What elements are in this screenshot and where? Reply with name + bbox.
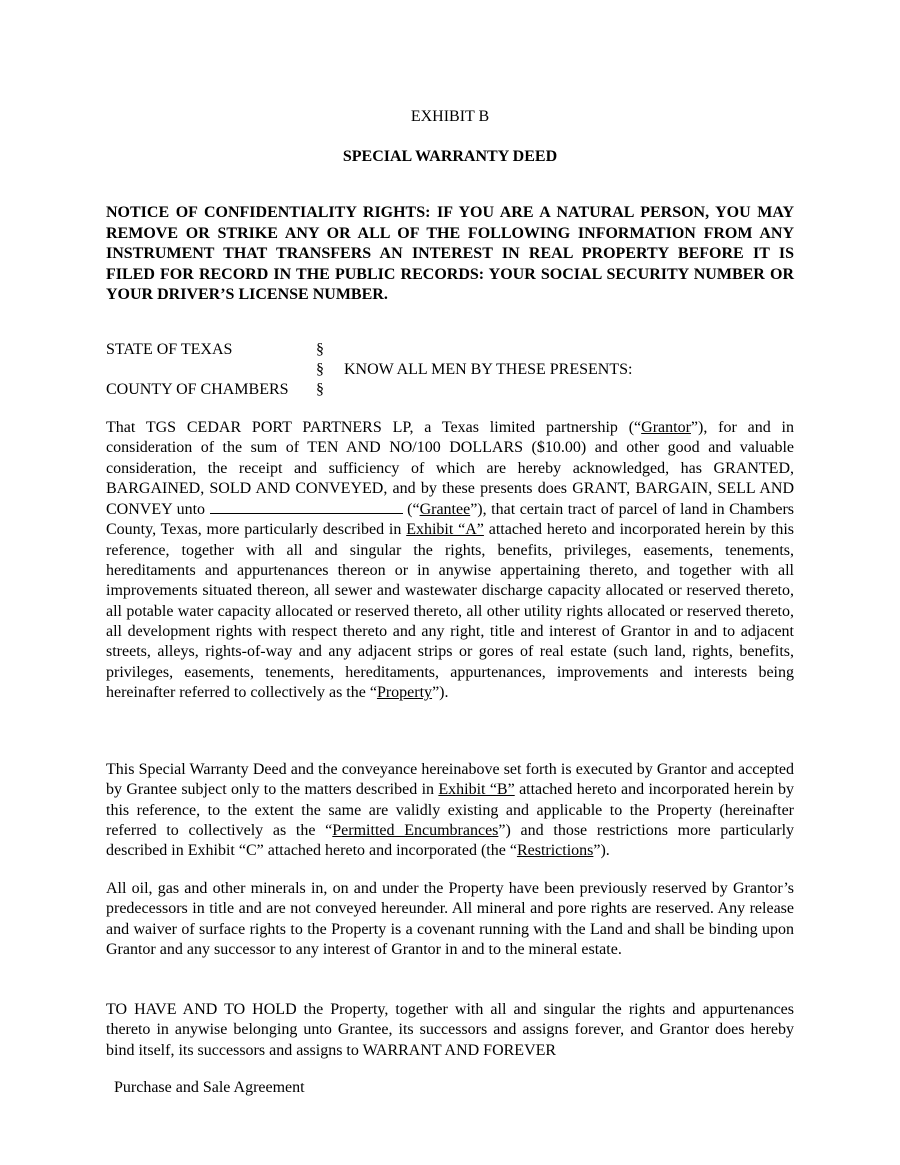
- state-label: STATE OF TEXAS: [106, 341, 233, 358]
- section-mark: §: [316, 381, 324, 398]
- exhibit-b-reference: Exhibit “B”: [438, 781, 515, 799]
- section-mark: §: [316, 341, 324, 358]
- text-run: attached hereto and incorporated herein by this reference, together with all and singular the rights, benefits, privileges, easements, tenements, hereditaments and appurtenances thereon or in anywise appertaining thereto, and together with all improvements situated thereon, all sewer and wastewater discharge capacity allocated or reserved thereto, all potable water capacity allocated or reserved thereto, all other utility rights allocated or reserved thereto, all development rights with respect thereto and any right, title and interest of Grantor in and to adjacent streets, alleys, rights-of-way and any adjacent strips or gores of real estate (such land, rights, benefits, privileges, easements, tenements, hereditaments, appurtenances, improvements and interests being hereinafter referred to collectively as the “: [106, 521, 795, 701]
- text-run: ”) and those restrictions more particularly described in Exhibit “C” attached hereto and incorporated (the “: [106, 821, 795, 860]
- granting-paragraph: [106, 418, 794, 703]
- county-label: COUNTY OF CHAMBERS: [106, 381, 289, 398]
- text-run: This Special Warranty Deed and the conveyance hereinabove set forth is executed by Grantor and accepted by Grantee subject only to the matters described in: [106, 761, 794, 799]
- minerals-paragraph: All oil, gas and other minerals in, on and under the Property have been previously reserved by Grantor’s predecessors in title and are not conveyed hereunder. All mineral and pore rights are reserved. Any release and waiver of surface rights to the Property is a covenant running with the Land and shall be binding upon Grantor and any successor to any interest of Grantor in and to the mineral estate.: [106, 880, 794, 958]
- confidentiality-notice: NOTICE OF CONFIDENTIALITY RIGHTS: IF YOU ARE A NATURAL PERSON, YOU MAY REMOVE OR STRIKE ANY OR ALL OF THE FOLLOWING INFORMATION FROM ANY INSTRUMENT THAT TRANSFERS AN INTEREST IN REAL PROPERTY BEFORE IT IS FILED FOR RECORD IN THE PUBLIC RECORDS: YOUR SOCIAL SECURITY NUMBER OR YOUR DRIVER’S LICENSE NUMBER.: [106, 204, 794, 303]
- know-all-men-heading: KNOW ALL MEN BY THESE PRESENTS:: [344, 361, 633, 378]
- grantee-name-blank[interactable]: [210, 499, 403, 514]
- grantor-term: Grantor: [641, 419, 691, 436]
- exhibit-label: EXHIBIT B: [410, 108, 490, 125]
- text-run: ”), that certain tract of parcel of land in Chambers County, Texas, more particularly described in: [106, 501, 794, 539]
- text-run: ”).: [593, 842, 610, 860]
- section-mark: §: [316, 361, 324, 378]
- page-footer: Purchase and Sale Agreement: [114, 1079, 305, 1096]
- text-run: That TGS CEDAR PORT PARTNERS LP, a Texas limited partnership (“: [106, 419, 642, 436]
- text-run: ”).: [432, 683, 449, 701]
- property-term: Property: [376, 683, 433, 701]
- text-run: ”), for and in consideration of the sum of TEN AND NO/100 DOLLARS ($10.00) and other good and valuable consideration, the receipt and sufficiency of which are hereby acknowledged, has GRANTED, BARGAINED, SOLD AND CONVEYED, and by these presents does GRANT, BARGAIN, SELL AND CONVEY unto: [106, 419, 794, 519]
- grantee-term: Grantee: [419, 501, 471, 519]
- text-run: attached hereto and incorporated herein by this reference, to the extent the same are validly existing and applicable to the Property (hereinafter referred to collectively as the “: [106, 781, 795, 839]
- text-run: (“: [402, 501, 420, 519]
- exhibit-a-reference: Exhibit “A”: [406, 521, 484, 539]
- restrictions-term: Restrictions: [516, 842, 594, 860]
- permitted-encumbrances-term: Permitted Encumbrances: [332, 821, 499, 839]
- habendum-paragraph: TO HAVE AND TO HOLD the Property, together with all and singular the rights and appurtenances thereto in anywise belonging unto Grantee, its successors and assigns forever, and Grantor does hereby bind itself, its successors and assigns to WARRANT AND FOREVER: [106, 1001, 794, 1059]
- encumbrances-paragraph: [106, 760, 794, 861]
- deed-title: SPECIAL WARRANTY DEED: [342, 148, 558, 165]
